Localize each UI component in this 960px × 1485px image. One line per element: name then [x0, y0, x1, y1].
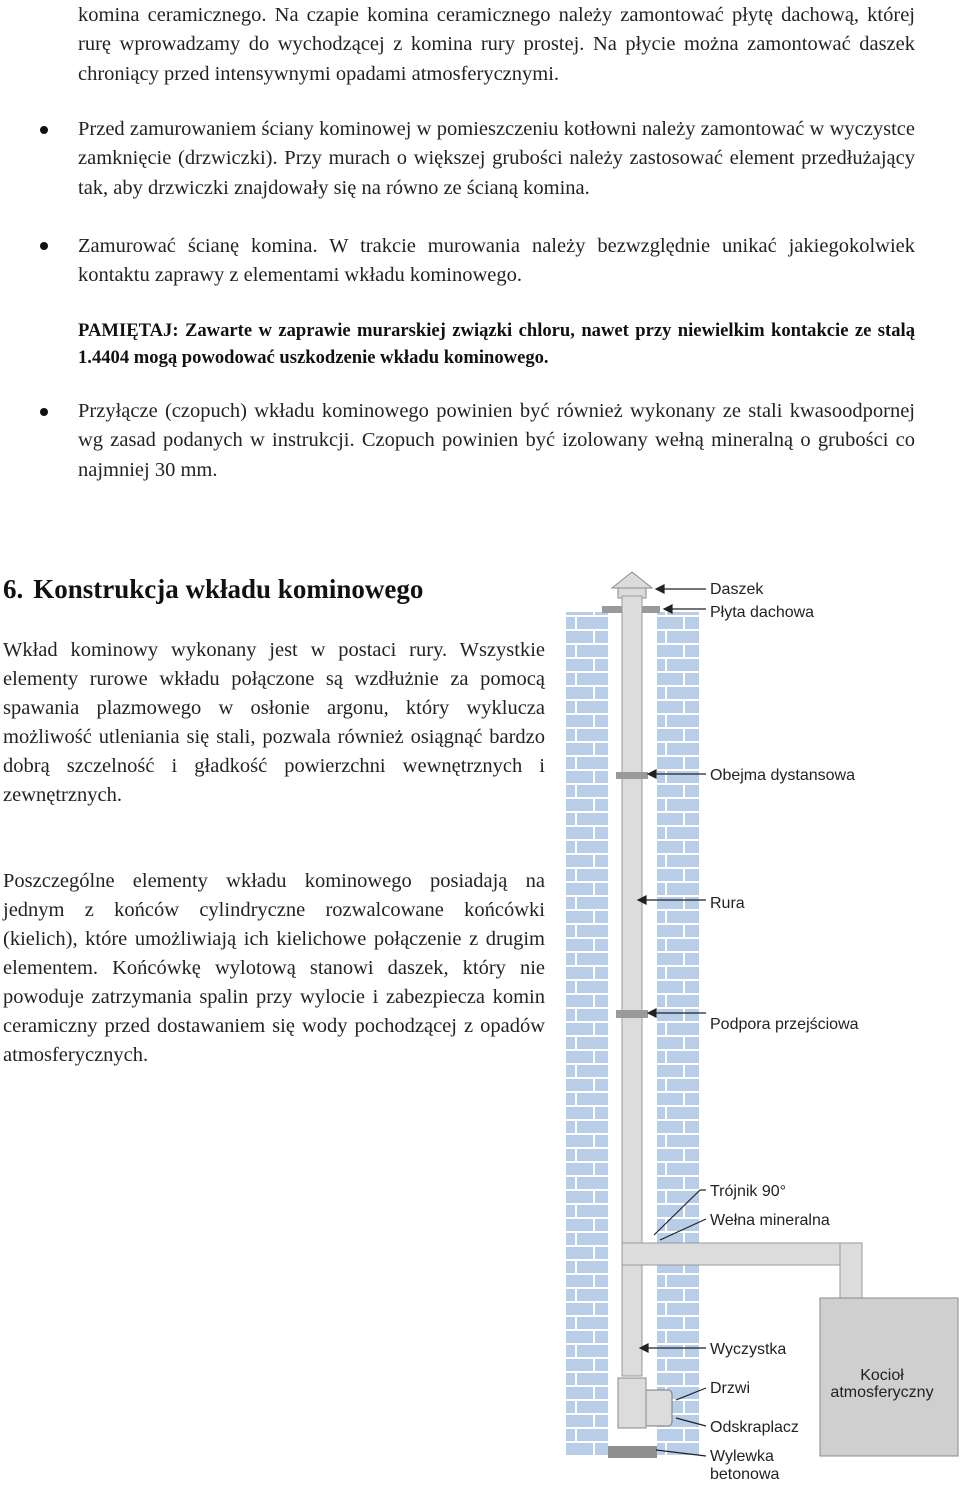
paragraph-elements: Poszczególne elementy wkładu kominowego posiadają na jednym z końców cylindryczne rozwalcowane końcówki (kielich), które umożliwiają ich kielichowe połączenie z drugim elementem. Końcówkę wylotową stanowi daszek, który nie powoduje zatrzymania spalin przy wylocie i zabezpiecza komin ceramiczny przed dostawaniem się wody pochodzącej z opadów atmosferycznych. — [3, 870, 545, 1066]
label-rura: Rura — [710, 895, 745, 912]
arrow-icon — [648, 1009, 656, 1017]
label-welna: Wełna mineralna — [710, 1212, 830, 1229]
label-atmosferyczny: atmosferyczny — [830, 1384, 934, 1401]
arrow-icon — [664, 605, 672, 613]
label-podpora: Podpora przejściowa — [710, 1016, 859, 1033]
label-obejma: Obejma dystansowa — [710, 767, 855, 784]
label-odskraplacz: Odskraplacz — [710, 1419, 799, 1436]
label-plyta-dachowa: Płyta dachowa — [710, 604, 815, 621]
concrete-base — [608, 1446, 657, 1458]
bullet-item-doors: Przed zamurowaniem ściany kominowej w pomieszczeniu kotłowni należy zamontować w wyczystce zamknięcie (drzwiczki). Przy murach o większej grubości należy zastosować element przedłużający tak, aby drzwiczki znajdowały się na równo ze ścianą komina. — [78, 118, 915, 199]
section-number: 6. — [3, 574, 24, 604]
label-wyczystka: Wyczystka — [710, 1341, 787, 1358]
cap-shape — [612, 572, 652, 588]
label-wylewka: Wylewka — [710, 1448, 774, 1465]
connector-pipe — [622, 1243, 848, 1265]
chimney-wall-right — [657, 612, 699, 1456]
label-betonowa: betonowa — [710, 1466, 780, 1483]
paragraph-construction: Wkład kominowy wykonany jest w postaci rury. Wszystkie elementy rurowe wkładu połączone są wzdłużnie za pomocą spawania plazmowego w osłonie argonu, który wyklucza możliwość utleniania się stali, pozwala również osiągnąć bardzo dobrą szczelność i gładkość powierzchni wewnętrznych i zewnętrznych. — [3, 639, 545, 806]
bullet-item-wall: Zamurować ścianę komina. W trakcie murowania należy bezwzględnie unikać jakiegokolwiek kontaktu zaprawy z elementami wkładu kominowego. — [78, 235, 915, 287]
chimney-wall-left — [566, 612, 608, 1456]
intro-paragraph: komina ceramicznego. Na czapie komina ceramicznego należy zamontować płytę dachową, której rurę wprowadzamy do wychodzącej z komina rury prostej. Na płycie można zamontować daszek chroniący przed intensywnymi opadami atmosferycznymi. — [78, 4, 915, 85]
label-drzwi: Drzwi — [710, 1380, 750, 1397]
condensate-trap — [618, 1378, 646, 1428]
section-title: Konstrukcja wkładu kominowego — [33, 574, 424, 604]
connector-riser — [840, 1243, 862, 1303]
label-daszek: Daszek — [710, 581, 764, 598]
arrow-icon — [648, 770, 656, 778]
warning-note: PAMIĘTAJ: Zawarte w zaprawie murarskiej związki chloru, nawet przy niewielkim kontakcie ze stalą 1.4404 mogą powodować uszkodzenie wkładu kominowego. — [78, 320, 915, 368]
label-kociol: Kocioł — [860, 1367, 904, 1384]
bullet-item-connector: Przyłącze (czopuch) wkładu kominowego powinien być również wykonany ze stali kwasoodpornej wg zasad podanych w instrukcji. Czopuch powinien być izolowany wełną mineralną o grubości co najmniej 30 mm. — [78, 400, 915, 481]
spacer-band — [616, 772, 648, 779]
label-trojnik: Trójnik 90° — [710, 1183, 787, 1200]
support-band — [616, 1010, 648, 1018]
arrow-icon — [656, 585, 664, 593]
